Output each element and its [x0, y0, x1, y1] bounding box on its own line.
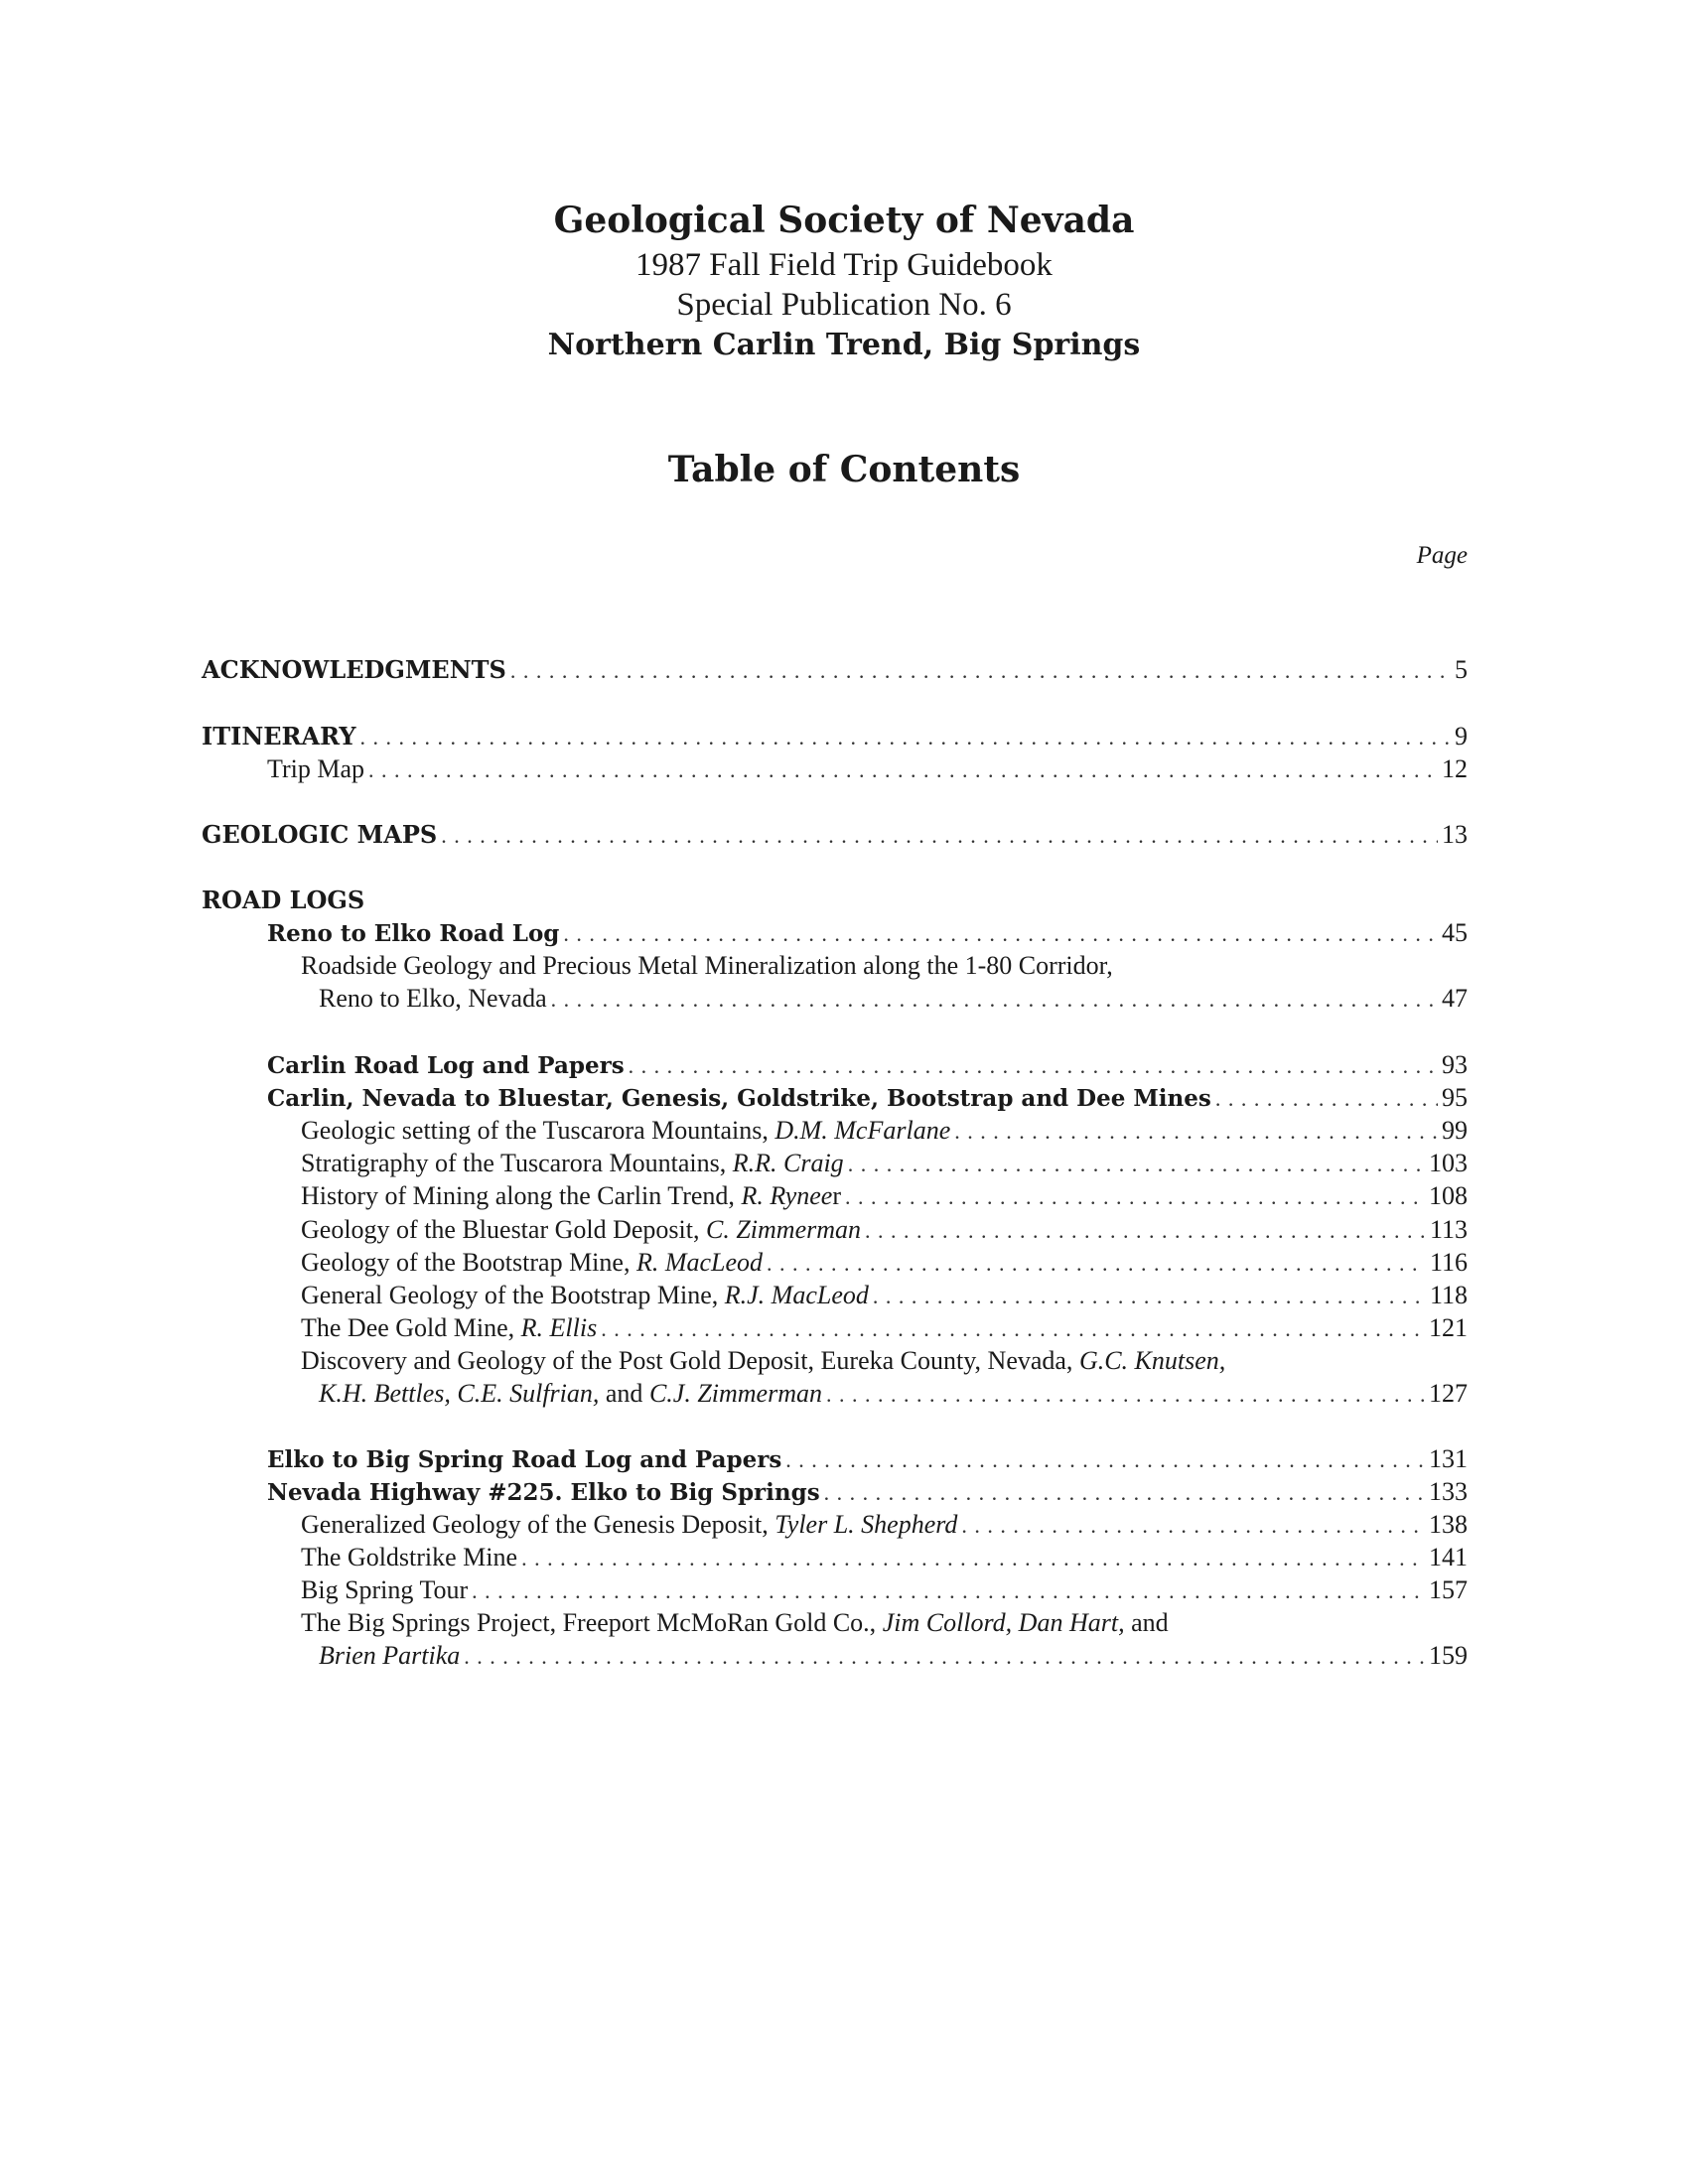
dot-leader [629, 1053, 1438, 1079]
toc-page-number: 159 [1429, 1641, 1468, 1670]
toc-entry-label: Big Spring Tour [301, 1575, 469, 1604]
dot-leader [464, 1644, 1425, 1670]
entry-author: R. MacLeod [635, 1248, 764, 1277]
dot-leader [865, 1218, 1426, 1244]
entry-author: R. Rynee [741, 1181, 833, 1210]
entry-title: Stratigraphy of the Tuscarora Mountains, [301, 1149, 733, 1177]
toc-page-number: 5 [1455, 655, 1468, 684]
entry-title: History of Mining along the Carlin Trend, [301, 1181, 742, 1210]
toc-entry-post-line2[interactable] [319, 1379, 1468, 1412]
toc-page-number: 47 [1442, 984, 1468, 1013]
toc-entry-roadside-line1[interactable]: Roadside Geology and Precious Metal Mineralization along the 1-80 Corridor, [301, 951, 1113, 980]
toc-entry-label [301, 1215, 861, 1245]
toc-page-number: 95 [1442, 1083, 1468, 1112]
dot-leader [848, 1152, 1425, 1177]
dot-leader [441, 823, 1438, 849]
dot-leader [510, 658, 1451, 684]
entry-author: Brien Partika [319, 1641, 461, 1670]
entry-author: R.R. Craig [732, 1149, 844, 1177]
toc-section-road-logs: ROAD LOGS [202, 886, 365, 914]
toc-entry-geologic-maps[interactable] [202, 820, 1468, 853]
page-column-label: Page [1416, 542, 1468, 569]
toc-entry-label: Carlin, Nevada to Bluestar, Genesis, Goldstrike, Bootstrap and Dee Mines [267, 1085, 1211, 1112]
toc-entry-label: The Goldstrike Mine [301, 1543, 518, 1571]
toc-entry-big-spring-tour[interactable] [301, 1575, 1468, 1608]
toc-entry-label [319, 1379, 822, 1409]
toc-page-number: 113 [1429, 1215, 1468, 1244]
toc-page-number: 9 [1455, 722, 1468, 751]
entry-author-suffix: and [1124, 1608, 1169, 1637]
toc-page-number: 103 [1429, 1149, 1468, 1177]
toc-entry-label: Nevada Highway #225. Elko to Big Springs [267, 1479, 820, 1506]
entry-author: C. Zimmerman [706, 1215, 862, 1244]
entry-title: The Big Springs Project, Freeport McMoRan Gold Co., [301, 1608, 883, 1637]
toc-entry-carlin-road-log[interactable] [267, 1050, 1468, 1083]
dot-leader [954, 1119, 1438, 1145]
entry-author: R. Ellis [520, 1313, 598, 1342]
toc-entry-label: ITINERARY [202, 722, 356, 751]
entry-title: Geology of the Bootstrap Mine, [301, 1248, 636, 1277]
toc-page-number: 141 [1429, 1543, 1468, 1571]
dot-leader [767, 1251, 1426, 1277]
toc-entry-geologic-setting[interactable] [301, 1116, 1468, 1149]
entry-author: Jim Collord, Dan Hart, [882, 1608, 1125, 1637]
toc-entry-stratigraphy[interactable] [301, 1149, 1468, 1181]
toc-page-number: 118 [1429, 1281, 1468, 1309]
toc-entry-label: GEOLOGIC MAPS [202, 820, 438, 849]
toc-entry-elko-big-spring[interactable] [267, 1444, 1468, 1477]
toc-page-number: 157 [1429, 1575, 1468, 1604]
toc-entry-label: Trip Map [267, 754, 365, 783]
toc-entry-dee-mine[interactable] [301, 1313, 1468, 1346]
dot-leader [368, 757, 1438, 783]
toc-entry-label [301, 1116, 950, 1146]
entry-title: Geology of the Bluestar Gold Deposit, [301, 1215, 706, 1244]
toc-entry-general-bootstrap[interactable] [301, 1281, 1468, 1313]
dot-leader [521, 1546, 1425, 1571]
organization-title: Geological Society of Nevada [553, 200, 1135, 241]
dot-leader [359, 725, 1451, 751]
dot-leader [563, 921, 1438, 947]
entry-title: Discovery and Geology of the Post Gold Deposit, Eureka County, Nevada, [301, 1346, 1079, 1375]
entry-author: C.J. Zimmerman [648, 1379, 822, 1408]
toc-entry-label: Reno to Elko Road Log [267, 920, 560, 947]
entry-title: Geologic setting of the Tuscarora Mountains, [301, 1116, 775, 1145]
toc-entry-big-springs-line2[interactable] [319, 1641, 1468, 1674]
entry-author: R.J. MacLeod [724, 1281, 869, 1309]
toc-entry-roadside-line2[interactable] [319, 984, 1468, 1017]
entry-title: The Dee Gold Mine, [301, 1313, 521, 1342]
toc-entry-bootstrap[interactable] [301, 1248, 1468, 1281]
toc-entry-big-springs-line1[interactable] [301, 1608, 1169, 1641]
toc-page-number: 108 [1429, 1181, 1468, 1210]
toc-entry-label [301, 1248, 763, 1278]
toc-page-number: 116 [1429, 1248, 1468, 1277]
dot-leader [1215, 1086, 1438, 1112]
dot-leader [472, 1578, 1425, 1604]
toc-page-number: 12 [1442, 754, 1468, 783]
toc-entry-label: ACKNOWLEDGMENTS [202, 655, 506, 684]
toc-entry-label [301, 1181, 841, 1211]
toc-entry-label [301, 1313, 597, 1343]
toc-entry-label: Reno to Elko, Nevada [319, 984, 547, 1013]
toc-entry-label [301, 1510, 957, 1540]
toc-entry-carlin-nevada[interactable] [267, 1083, 1468, 1116]
toc-entry-itinerary[interactable] [202, 722, 1468, 754]
toc-page-number: 13 [1442, 820, 1468, 849]
dot-leader [601, 1316, 1425, 1342]
toc-entry-bluestar[interactable] [301, 1215, 1468, 1248]
toc-page-number: 138 [1429, 1510, 1468, 1539]
document-header [0, 196, 1688, 366]
trip-title: Northern Carlin Trend, Big Springs [547, 328, 1141, 362]
toc-entry-history[interactable] [301, 1181, 1468, 1214]
toc-entry-highway-225[interactable] [267, 1477, 1468, 1510]
toc-entry-label: Carlin Road Log and Papers [267, 1052, 625, 1079]
toc-entry-label: Elko to Big Spring Road Log and Papers [267, 1446, 782, 1473]
dot-leader [785, 1447, 1425, 1473]
toc-page-number: 131 [1429, 1444, 1468, 1473]
dot-leader [873, 1284, 1426, 1309]
dot-leader [824, 1480, 1425, 1506]
toc-entry-goldstrike[interactable] [301, 1543, 1468, 1575]
entry-author: K.H. Bettles, C.E. Sulfrian, [319, 1379, 600, 1408]
toc-entry-label [301, 1149, 844, 1178]
dot-leader [826, 1382, 1425, 1408]
toc-entry-post-line1[interactable] [301, 1346, 1225, 1379]
toc-page-number: 99 [1442, 1116, 1468, 1145]
publication-line: Special Publication No. 6 [676, 287, 1012, 323]
toc-page-number: 93 [1442, 1050, 1468, 1079]
entry-author: D.M. McFarlane [774, 1116, 951, 1145]
entry-conjunction: and [599, 1379, 649, 1408]
entry-author-suffix: r [832, 1181, 842, 1210]
entry-author: G.C. Knutsen, [1078, 1346, 1226, 1375]
toc-entry-trip-map[interactable] [267, 754, 1468, 787]
toc-entry-reno-elko[interactable] [267, 918, 1468, 951]
toc-page-number: 121 [1429, 1313, 1468, 1342]
entry-title: Generalized Geology of the Genesis Deposit, [301, 1510, 775, 1539]
toc-entry-acknowledgments[interactable] [202, 655, 1468, 688]
guidebook-line: 1987 Fall Field Trip Guidebook [635, 247, 1053, 283]
toc-page-number: 133 [1429, 1477, 1468, 1506]
dot-leader [551, 987, 1438, 1013]
entry-title: General Geology of the Bootstrap Mine, [301, 1281, 725, 1309]
toc-entry-genesis[interactable] [301, 1510, 1468, 1543]
toc-page-number: 127 [1429, 1379, 1468, 1408]
entry-author: Tyler L. Shepherd [774, 1510, 958, 1539]
dot-leader [961, 1513, 1425, 1539]
toc-title: Table of Contents [667, 449, 1021, 490]
toc-page-number: 45 [1442, 918, 1468, 947]
dot-leader [845, 1184, 1425, 1210]
toc-entry-label [301, 1281, 869, 1310]
